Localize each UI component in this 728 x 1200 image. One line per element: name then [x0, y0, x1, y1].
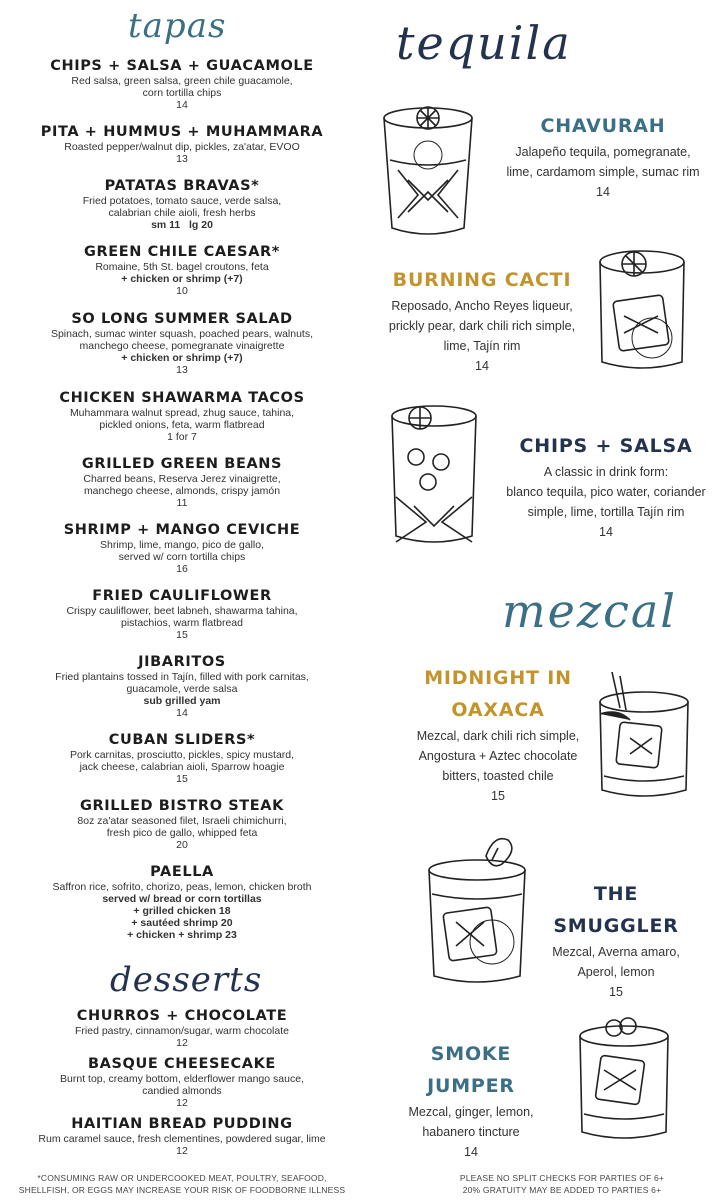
item-price: 1 for 7	[167, 431, 197, 443]
cocktail-glass-icon	[378, 100, 478, 242]
item-price: 15	[176, 773, 188, 785]
tapas-section-title: tapas	[128, 6, 227, 46]
drink-desc: prickly pear, dark chili rich simple,	[388, 319, 576, 333]
item-addon: + sautéed shrimp 20	[131, 917, 233, 929]
party-policy-note	[432, 1172, 692, 1196]
item-name: PITA + HUMMUS + MUHAMMARA	[40, 124, 324, 140]
item-desc: Saffron rice, sofrito, chorizo, peas, lemon, chicken broth	[52, 881, 312, 893]
item-name: SHRIMP + MANGO CEVICHE	[63, 522, 301, 538]
drink-desc: A classic in drink form:	[543, 465, 669, 479]
drink-desc: habanero tincture	[422, 1125, 520, 1139]
item-desc: Spinach, sumac winter squash, poached pears, walnuts,	[50, 328, 314, 340]
drink-item	[400, 662, 596, 806]
item-price: 14	[176, 707, 188, 719]
menu-item	[8, 1056, 356, 1109]
item-desc: Fried potatoes, tomato sauce, verde salsa,	[82, 195, 282, 207]
mezcal-section-title: mezcal	[502, 584, 677, 638]
drink-desc: Mezcal, dark chili rich simple,	[416, 729, 580, 743]
item-desc: Muhammara walnut spread, zhug sauce, tahina,	[69, 407, 295, 419]
menu-item	[8, 390, 356, 443]
drink-price: 14	[596, 185, 610, 199]
policy-line: 20% GRATUITY MAY BE ADDED TO PARTIES 6+	[462, 1185, 662, 1195]
item-addon: + grilled chicken 18	[133, 905, 231, 917]
drink-name: MIDNIGHT IN	[424, 667, 572, 689]
item-price: 15	[176, 629, 188, 641]
item-desc: Romaine, 5th St. bagel croutons, feta	[95, 261, 269, 273]
item-name: GRILLED GREEN BEANS	[81, 456, 283, 472]
item-price: 10	[176, 285, 188, 297]
drink-price: 15	[491, 789, 505, 803]
menu-item	[8, 178, 356, 231]
item-name: CHURROS + CHOCOLATE	[76, 1008, 288, 1024]
drink-price: 15	[609, 985, 623, 999]
item-addon: + chicken or shrimp (+7)	[121, 352, 243, 364]
item-size-prices: sm 11 lg 20	[151, 219, 213, 231]
item-name: SO LONG SUMMER SALAD	[71, 311, 293, 327]
item-desc: jack cheese, calabrian aioli, Sparrow hoagie	[79, 761, 285, 773]
menu-item	[8, 654, 356, 719]
drink-desc: Aperol, lemon	[577, 965, 655, 979]
item-desc: Crispy cauliflower, beet labneh, shawarma tahina,	[66, 605, 298, 617]
item-name: JIBARITOS	[138, 654, 226, 670]
desserts-section-title: desserts	[110, 960, 263, 1000]
item-price: 14	[176, 99, 188, 111]
item-desc: Rum caramel sauce, fresh clementines, powdered sugar, lime	[38, 1133, 326, 1145]
menu-item	[8, 1008, 356, 1049]
drink-name: BURNING CACTI	[392, 269, 572, 291]
menu-item	[8, 732, 356, 785]
item-price: 12	[176, 1097, 188, 1109]
cocktail-glass-icon	[594, 238, 690, 378]
item-name: GREEN CHILE CAESAR*	[83, 244, 280, 260]
menu-item	[8, 311, 356, 376]
drink-desc: lime, cardamom simple, sumac rim	[506, 165, 700, 179]
item-desc: candied almonds	[142, 1085, 222, 1097]
tequila-section-title: tequila	[396, 16, 572, 70]
drink-desc: bitters, toasted chile	[442, 769, 554, 783]
item-desc: calabrian chile aioli, fresh herbs	[108, 207, 256, 219]
item-desc: pickled onions, feta, warm flatbread	[99, 419, 265, 431]
item-addon: served w/ bread or corn tortillas	[102, 893, 262, 905]
item-price: 12	[176, 1145, 188, 1157]
item-desc: Shrimp, lime, mango, pico de gallo,	[100, 539, 264, 551]
cocktail-glass-icon	[422, 830, 532, 990]
menu-item	[8, 124, 356, 165]
item-desc: Burnt top, creamy bottom, elderflower mango sauce,	[60, 1073, 304, 1085]
item-desc: Roasted pepper/walnut dip, pickles, za'atar, EVOO	[64, 141, 300, 153]
item-addon: + chicken or shrimp (+7)	[121, 273, 243, 285]
item-name: FRIED CAULIFLOWER	[92, 588, 272, 604]
item-desc: pistachios, warm flatbread	[121, 617, 243, 629]
menu-item	[8, 58, 356, 111]
drink-desc: Jalapeño tequila, pomegranate,	[515, 145, 691, 159]
drink-name: SMOKE JUMPER	[427, 1043, 515, 1097]
drink-name: CHAVURAH	[540, 115, 666, 137]
item-desc: Red salsa, green salsa, green chile guacamole,	[71, 75, 293, 87]
item-substitution: sub grilled yam	[143, 695, 221, 707]
item-name: CHIPS + SALSA + GUACAMOLE	[50, 58, 314, 74]
item-name: PAELLA	[150, 864, 214, 880]
drink-desc: Angostura + Aztec chocolate	[418, 749, 578, 763]
cocktail-glass-icon	[594, 668, 694, 804]
item-price: 12	[176, 1037, 188, 1049]
disclaimer-line: SHELLFISH, OR EGGS MAY INCREASE YOUR RISK OF FOODBORNE ILLNESS	[18, 1185, 346, 1195]
drink-desc: simple, lime, tortilla Tajín rim	[527, 505, 685, 519]
drink-item	[488, 430, 724, 542]
menu-item	[8, 244, 356, 297]
item-desc: manchego cheese, pomegranate vinaigrette	[79, 340, 285, 352]
cocktail-glass-icon	[574, 1006, 674, 1146]
menu-item	[8, 522, 356, 575]
item-desc: fresh pico de gallo, whipped feta	[106, 827, 258, 839]
menu-item	[8, 588, 356, 641]
menu-item	[8, 864, 356, 941]
item-desc: Pork carnitas, prosciutto, pickles, spicy mustard,	[69, 749, 295, 761]
item-price: 13	[176, 364, 188, 376]
drink-name: OAXACA	[451, 699, 545, 721]
item-name: PATATAS BRAVAS*	[104, 178, 260, 194]
drink-desc: Mezcal, ginger, lemon,	[408, 1105, 534, 1119]
item-name: CHICKEN SHAWARMA TACOS	[59, 390, 305, 406]
item-desc: manchego cheese, almonds, crispy jamón	[83, 485, 281, 497]
drink-name: CHIPS + SALSA	[519, 435, 693, 457]
menu-item	[8, 798, 356, 851]
drink-price: 14	[464, 1145, 478, 1159]
menu-item	[8, 1116, 356, 1157]
drink-desc: Mezcal, Averna amaro,	[552, 945, 680, 959]
drink-name: THE SMUGGLER	[553, 883, 679, 937]
drink-desc: blanco tequila, pico water, coriander	[506, 485, 706, 499]
item-desc: Charred beans, Reserva Jerez vinaigrette,	[83, 473, 281, 485]
item-addon: + chicken + shrimp 23	[127, 929, 237, 941]
item-name: HAITIAN BREAD PUDDING	[71, 1116, 293, 1132]
item-desc: Fried plantains tossed in Tajín, filled with pork carnitas,	[55, 671, 309, 683]
policy-line: PLEASE NO SPLIT CHECKS FOR PARTIES OF 6+	[459, 1173, 665, 1183]
health-disclaimer	[8, 1172, 356, 1196]
drink-desc: lime, Tajín rim	[443, 339, 521, 353]
drink-item	[536, 878, 696, 1002]
drink-item	[392, 1038, 550, 1162]
menu-item	[8, 456, 356, 509]
disclaimer-line: *CONSUMING RAW OR UNDERCOOKED MEAT, POULTRY, SEAFOOD,	[37, 1173, 327, 1183]
item-price: 11	[176, 497, 188, 509]
item-price: 20	[176, 839, 188, 851]
drink-price: 14	[475, 359, 489, 373]
item-desc: served w/ corn tortilla chips	[118, 551, 246, 563]
item-desc: 8oz za'atar seasoned filet, Israeli chimichurri,	[77, 815, 287, 827]
drink-desc: Reposado, Ancho Reyes liqueur,	[391, 299, 573, 313]
item-desc: guacamole, verde salsa	[126, 683, 238, 695]
drink-item	[376, 264, 588, 376]
item-price: 16	[176, 563, 188, 575]
item-price: 13	[176, 153, 188, 165]
item-desc: corn tortilla chips	[142, 87, 222, 99]
item-name: BASQUE CHEESECAKE	[88, 1056, 276, 1072]
cocktail-glass-icon	[386, 402, 482, 550]
drink-price: 14	[599, 525, 613, 539]
drink-item	[486, 110, 720, 202]
item-name: GRILLED BISTRO STEAK	[80, 798, 284, 814]
item-desc: Fried pastry, cinnamon/sugar, warm chocolate	[75, 1025, 289, 1037]
item-name: CUBAN SLIDERS*	[108, 732, 256, 748]
